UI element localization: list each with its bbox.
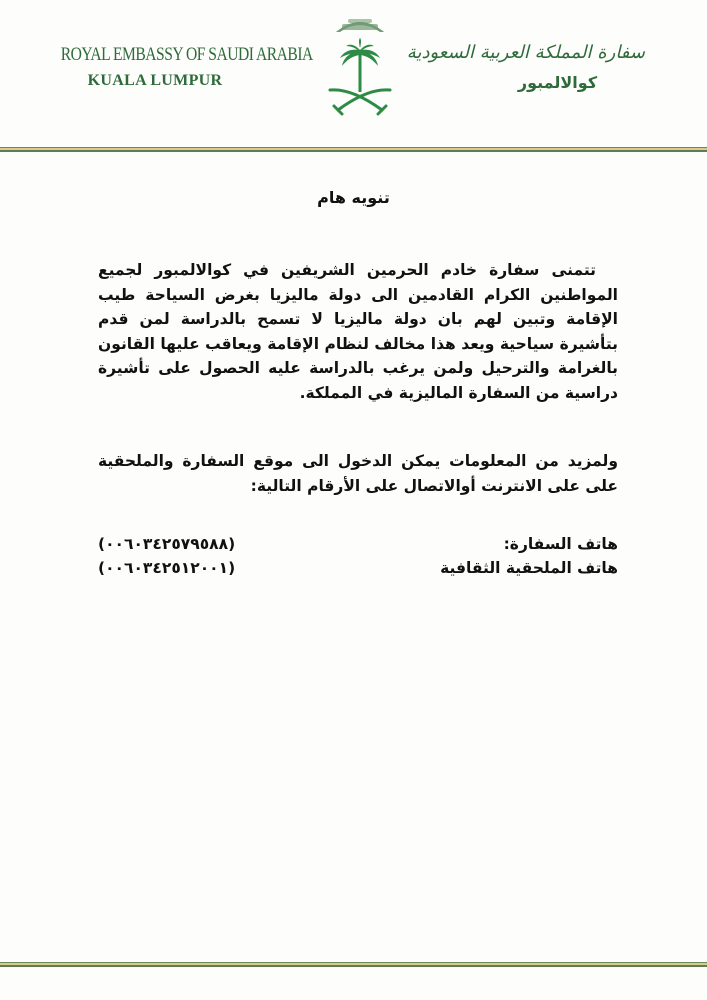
notice-title: تنويه هام [317,188,390,207]
city-name-english: KUALA LUMPUR [87,72,223,89]
notice-paragraph-2: ولمزيد من المعلومات يمكن الدخول الى موقع السفارة والملحقية على على الانترنت أوالاتصال على الأرقام التالية: [98,452,618,495]
letterhead-arabic [406,42,645,92]
header-divider [0,147,707,152]
contact-row-cultural-attache [98,556,618,580]
palm-tree-icon [340,38,380,92]
notice-paragraph-1: تتمنى سفارة خادم الحرمين الشريفين في كوالالمبور لجميع المواطنين الكرام القادمين الى دولة ماليزيا بغرض السياحة طيب الإقامة وتبين لهم بان دولة ماليزيا لا تسمح بالدراسة لمن قدم بتأشيرة سياحية ويعد هذا مخالف لنظام الإقامة ويعاقب عليها القانون بالغرامة والترحيل ولمن يرغب بالدراسة عليه الحصول على تأشيرة دراسية من السفارة الماليزية في المملكة. [98,261,618,402]
contact-number: (٠٠٦٠٣٤٢٥١٢٠٠١) [98,559,236,577]
contact-label: هاتف السفارة: [503,535,618,553]
crossed-swords-icon [330,90,390,114]
embassy-name-english: ROYAL EMBASSY OF SAUDI ARABIA [60,44,313,65]
contact-label: هاتف الملحقية الثقافية [440,559,618,577]
city-name-arabic: كوالالمبور [517,73,598,92]
contact-number: (٠٠٦٠٣٤٢٥٧٩٥٨٨) [98,535,236,553]
basmala-calligraphy-icon [336,19,384,32]
letterhead-english [40,44,313,90]
embassy-name-arabic: سفارة المملكة العربية السعودية [406,42,645,63]
contact-list [98,532,618,580]
footer-divider [0,962,707,967]
saudi-emblem-icon [322,10,398,120]
notice-body [98,258,618,498]
contact-row-embassy [98,532,618,556]
